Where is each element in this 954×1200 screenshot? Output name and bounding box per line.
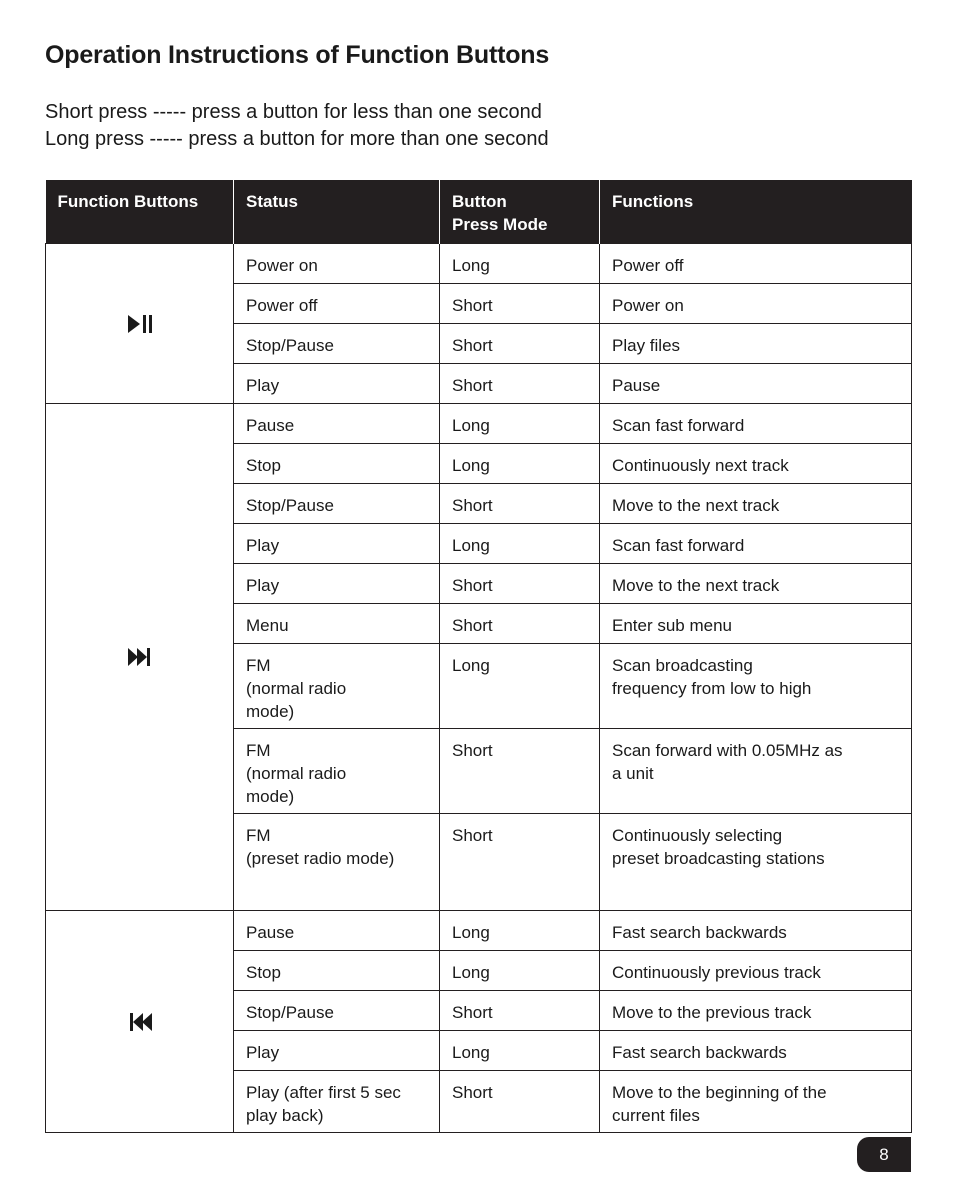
mode-cell: Short (440, 728, 600, 813)
function-cell: Play files (600, 323, 912, 363)
short-press-definition: Short press ----- press a button for less than one second (45, 101, 542, 123)
press-definitions (45, 99, 549, 153)
status-cell: Power on (234, 243, 440, 283)
function-cell: Move to the next track (600, 483, 912, 523)
mode-cell: Long (440, 403, 600, 443)
mode-cell: Short (440, 283, 600, 323)
status-cell: Pause (234, 910, 440, 950)
function-cell: Move to the beginning of the current files (600, 1070, 912, 1132)
mode-cell: Long (440, 1030, 600, 1070)
status-cell: Play (after first 5 sec play back) (234, 1070, 440, 1132)
mode-cell: Short (440, 813, 600, 910)
next-track-icon (127, 646, 153, 668)
mode-cell: Long (440, 950, 600, 990)
play-pause-icon (125, 313, 155, 335)
long-press-definition: Long press ----- press a button for more than one second (45, 128, 549, 150)
function-cell: Scan fast forward (600, 523, 912, 563)
status-cell: Stop/Pause (234, 483, 440, 523)
function-cell: Continuously previous track (600, 950, 912, 990)
function-cell: Power off (600, 243, 912, 283)
previous-track-icon (127, 1011, 153, 1033)
status-cell: FM (normal radio mode) (234, 728, 440, 813)
table-row (46, 910, 912, 950)
header-status: Status (234, 180, 440, 243)
table-row (46, 403, 912, 443)
function-cell: Scan fast forward (600, 403, 912, 443)
status-cell: Play (234, 563, 440, 603)
mode-cell: Short (440, 990, 600, 1030)
function-cell: Fast search backwards (600, 910, 912, 950)
mode-cell: Short (440, 323, 600, 363)
function-cell: Pause (600, 363, 912, 403)
function-cell: Move to the previous track (600, 990, 912, 1030)
mode-cell: Long (440, 910, 600, 950)
function-cell: Scan broadcasting frequency from low to high (600, 643, 912, 728)
header-functions: Functions (600, 180, 912, 243)
function-cell: Scan forward with 0.05MHz as a unit (600, 728, 912, 813)
status-cell: Play (234, 363, 440, 403)
table-header-row (46, 180, 912, 243)
function-cell: Move to the next track (600, 563, 912, 603)
page-number: 8 (857, 1137, 911, 1172)
status-cell: Pause (234, 403, 440, 443)
status-cell: Play (234, 523, 440, 563)
function-cell: Power on (600, 283, 912, 323)
mode-cell: Short (440, 1070, 600, 1132)
status-cell: Stop (234, 443, 440, 483)
function-cell: Fast search backwards (600, 1030, 912, 1070)
status-cell: Stop/Pause (234, 990, 440, 1030)
previous-button-cell (46, 910, 234, 1132)
mode-cell: Long (440, 643, 600, 728)
function-cell: Continuously selecting preset broadcasting stations (600, 813, 912, 910)
status-cell: Power off (234, 283, 440, 323)
header-function-buttons: Function Buttons (46, 180, 234, 243)
play-pause-button-cell (46, 243, 234, 403)
mode-cell: Short (440, 563, 600, 603)
mode-cell: Short (440, 483, 600, 523)
mode-cell: Long (440, 443, 600, 483)
function-buttons-table (45, 180, 912, 1133)
mode-cell: Short (440, 363, 600, 403)
mode-cell: Long (440, 523, 600, 563)
status-cell: Stop (234, 950, 440, 990)
table-row (46, 243, 912, 283)
status-cell: FM (normal radio mode) (234, 643, 440, 728)
status-cell: Menu (234, 603, 440, 643)
status-cell: Play (234, 1030, 440, 1070)
page-title: Operation Instructions of Function Buttons (45, 41, 550, 69)
next-button-cell (46, 403, 234, 910)
mode-cell: Long (440, 243, 600, 283)
mode-cell: Short (440, 603, 600, 643)
header-press-mode: Button Press Mode (440, 180, 600, 243)
function-cell: Continuously next track (600, 443, 912, 483)
status-cell: FM (preset radio mode) (234, 813, 440, 910)
status-cell: Stop/Pause (234, 323, 440, 363)
function-cell: Enter sub menu (600, 603, 912, 643)
